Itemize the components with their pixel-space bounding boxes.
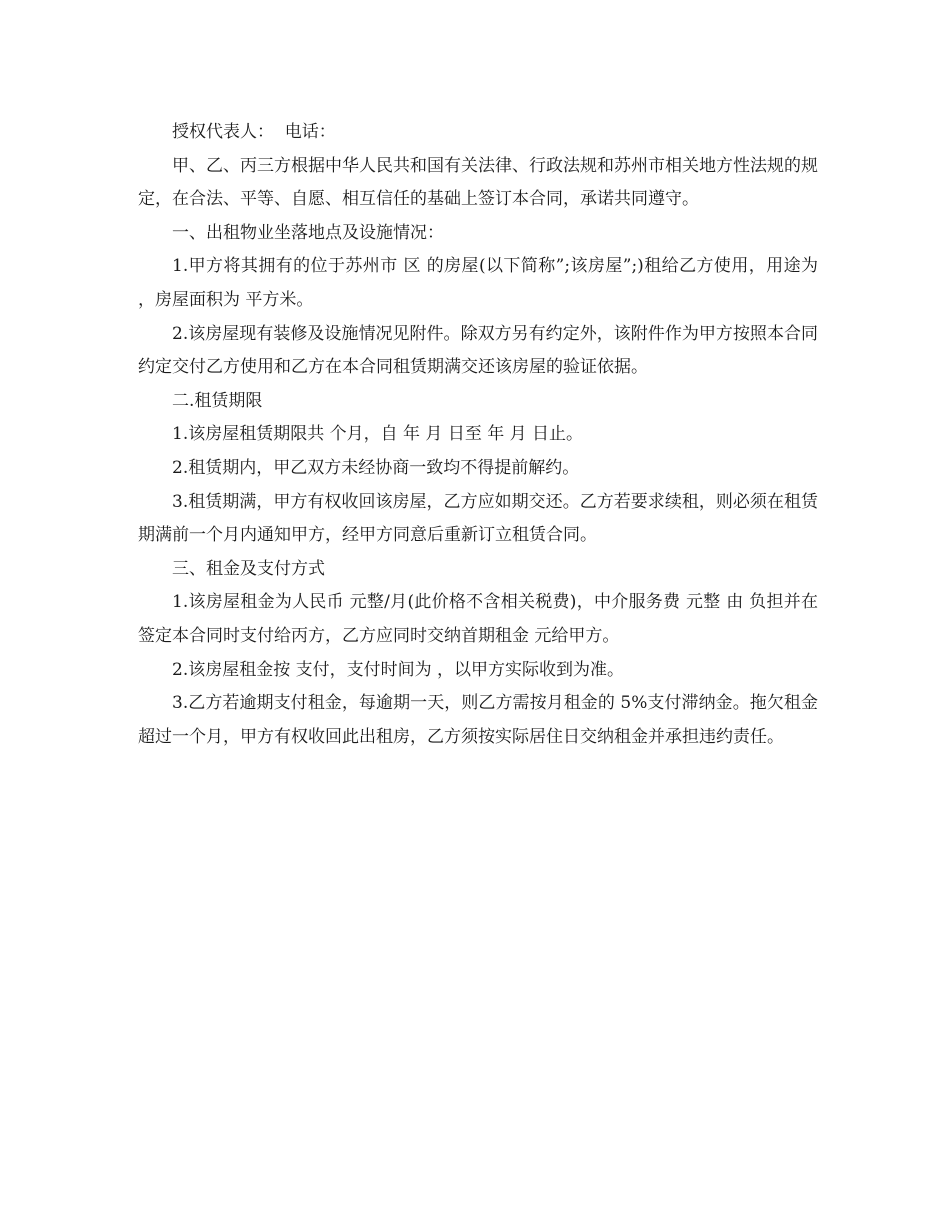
section-heading-rent-payment: 三、租金及支付方式 <box>172 558 325 579</box>
section-heading-lease-term: 二.租赁期限 <box>172 390 263 411</box>
clause-paragraph: 3.租赁期满，甲方有权收回该房屋，乙方应如期交还。乙方若要求续租，则必须在租赁期满前一个月内通知甲方，经甲方同意后重新订立租赁合同。 <box>138 491 818 546</box>
clause-paragraph: 1.该房屋租赁期限共 个月，自 年 月 日至 年 月 日止。 <box>172 424 584 445</box>
preamble-paragraph: 甲、乙、丙三方根据中华人民共和国有关法律、行政法规和苏州市相关地方性法规的规定，在合法、平等、自愿、相互信任的基础上签订本合同，承诺共同遵守。 <box>138 155 818 210</box>
document-body <box>138 116 824 754</box>
clause-paragraph: 1.该房屋租金为人民币 元整/月(此价格不含相关税费)，中介服务费 元整 由 负担并在签定本合同时支付给丙方，乙方应同时交纳首期租金 元给甲方。 <box>138 592 818 646</box>
clause-paragraph: 2.该房屋租金按 支付，支付时间为 ，以甲方实际收到为准。 <box>172 659 625 680</box>
clause-paragraph: 1.甲方将其拥有的位于苏州市 区 的房屋(以下简称”;该房屋”;)租给乙方使用，用途为 ，房屋面积为 平方米。 <box>138 256 824 310</box>
clause-paragraph: 3.乙方若逾期支付租金，每逾期一天，则乙方需按月租金的 5%支付滞纳金。拖欠租金超过一个月，甲方有权收回此出租房，乙方须按实际居住日交纳租金并承担违约责任。 <box>138 693 818 747</box>
section-heading-property: 一、出租物业坐落地点及设施情况： <box>172 222 444 243</box>
clause-paragraph: 2.租赁期内，甲乙双方未经协商一致均不得提前解约。 <box>172 457 580 478</box>
clause-paragraph: 2.该房屋现有装修及设施情况见附件。除双方另有约定外，该附件作为甲方按照本合同约定交付乙方使用和乙方在本合同租赁期满交还该房屋的验证依据。 <box>138 323 818 378</box>
authorized-representative-line: 授权代表人： 电话： <box>172 122 336 142</box>
